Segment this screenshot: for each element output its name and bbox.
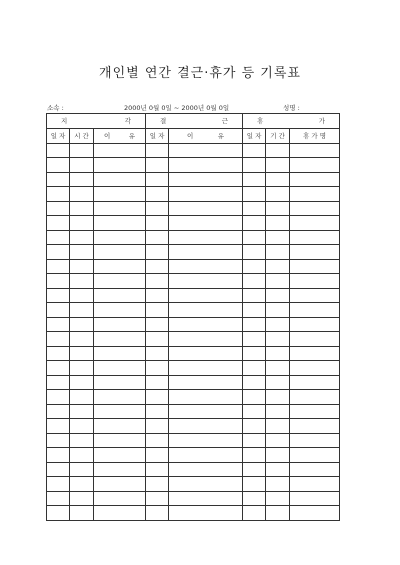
table-cell[interactable] — [146, 419, 169, 434]
tardy-reason-header — [94, 129, 146, 144]
table-cell[interactable] — [70, 404, 94, 419]
table-cell[interactable] — [266, 187, 290, 202]
table-cell[interactable] — [169, 230, 243, 245]
table-cell[interactable] — [266, 259, 290, 274]
table-cell[interactable] — [243, 317, 266, 332]
table-cell[interactable] — [243, 390, 266, 405]
tardy-header-char-2: 각 — [124, 116, 132, 125]
table-cell[interactable] — [290, 216, 340, 231]
table-cell[interactable] — [266, 230, 290, 245]
table-cell[interactable] — [290, 404, 340, 419]
table-cell[interactable] — [70, 506, 94, 521]
table-cell[interactable] — [47, 332, 70, 347]
tardy-header-char-1: 지 — [61, 116, 68, 125]
table-row — [47, 259, 340, 274]
table-cell[interactable] — [47, 433, 70, 448]
table-cell[interactable] — [70, 259, 94, 274]
table-cell[interactable] — [70, 216, 94, 231]
table-cell[interactable] — [94, 346, 146, 361]
table-cell[interactable] — [94, 448, 146, 463]
table-cell[interactable] — [243, 201, 266, 216]
leave-header-char-1: 휴 — [257, 116, 264, 125]
table-cell[interactable] — [290, 317, 340, 332]
table-cell[interactable] — [169, 201, 243, 216]
table-cell[interactable] — [290, 259, 340, 274]
leave-date-header: 일 자 — [243, 129, 266, 144]
table-cell[interactable] — [94, 390, 146, 405]
table-cell[interactable] — [243, 259, 266, 274]
table-cell[interactable] — [290, 491, 340, 506]
table-cell[interactable] — [169, 390, 243, 405]
table-cell[interactable] — [146, 230, 169, 245]
table-cell[interactable] — [47, 143, 70, 158]
table-cell[interactable] — [266, 216, 290, 231]
table-cell[interactable] — [290, 506, 340, 521]
table-cell[interactable] — [243, 245, 266, 260]
absence-header-char-1: 결 — [160, 116, 167, 125]
absence-reason-char-2: 유 — [217, 131, 225, 140]
table-cell[interactable] — [266, 462, 290, 477]
table-cell[interactable] — [70, 419, 94, 434]
absence-header-char-2: 근 — [221, 116, 229, 125]
table-cell[interactable] — [94, 158, 146, 173]
table-cell[interactable] — [290, 477, 340, 492]
table-cell[interactable] — [243, 375, 266, 390]
table-cell[interactable] — [94, 201, 146, 216]
table-cell[interactable] — [243, 230, 266, 245]
tardy-reason-char-1: 이 — [104, 131, 111, 140]
table-row — [47, 332, 340, 347]
table-cell[interactable] — [266, 448, 290, 463]
table-cell[interactable] — [169, 448, 243, 463]
table-cell[interactable] — [243, 216, 266, 231]
table-cell[interactable] — [146, 332, 169, 347]
table-cell[interactable] — [169, 332, 243, 347]
table-cell[interactable] — [169, 288, 243, 303]
table-cell[interactable] — [70, 172, 94, 187]
table-cell[interactable] — [47, 346, 70, 361]
table-cell[interactable] — [94, 419, 146, 434]
table-cell[interactable] — [243, 288, 266, 303]
table-row — [47, 274, 340, 289]
table-cell[interactable] — [243, 361, 266, 376]
table-cell[interactable] — [266, 390, 290, 405]
table-cell[interactable] — [169, 477, 243, 492]
table-cell[interactable] — [94, 462, 146, 477]
table-cell[interactable] — [243, 419, 266, 434]
table-cell[interactable] — [266, 288, 290, 303]
table-cell[interactable] — [266, 332, 290, 347]
table-cell[interactable] — [146, 506, 169, 521]
table-row — [47, 303, 340, 318]
table-cell[interactable] — [169, 274, 243, 289]
table-cell[interactable] — [266, 491, 290, 506]
table-cell[interactable] — [243, 448, 266, 463]
table-cell[interactable] — [146, 303, 169, 318]
table-row — [47, 361, 340, 376]
table-cell[interactable] — [47, 390, 70, 405]
table-cell[interactable] — [243, 143, 266, 158]
table-cell[interactable] — [70, 245, 94, 260]
table-cell[interactable] — [94, 361, 146, 376]
table-row — [47, 158, 340, 173]
table-cell[interactable] — [290, 332, 340, 347]
table-cell[interactable] — [146, 346, 169, 361]
table-cell[interactable] — [169, 404, 243, 419]
table-cell[interactable] — [266, 419, 290, 434]
attendance-record-table — [46, 113, 340, 521]
table-cell[interactable] — [266, 201, 290, 216]
table-cell[interactable] — [70, 303, 94, 318]
table-cell[interactable] — [146, 404, 169, 419]
table-cell[interactable] — [169, 361, 243, 376]
table-cell[interactable] — [290, 230, 340, 245]
tardy-reason-char-2: 유 — [128, 131, 136, 140]
table-cell[interactable] — [94, 404, 146, 419]
table-cell[interactable] — [47, 187, 70, 202]
table-cell[interactable] — [290, 390, 340, 405]
table-cell[interactable] — [290, 143, 340, 158]
table-cell[interactable] — [70, 187, 94, 202]
table-row — [47, 187, 340, 202]
absence-group-header — [146, 114, 243, 129]
table-row — [47, 506, 340, 521]
name-label: 성명 : — [283, 104, 300, 112]
table-cell[interactable] — [47, 259, 70, 274]
table-cell[interactable] — [47, 288, 70, 303]
table-cell[interactable] — [94, 433, 146, 448]
table-cell[interactable] — [47, 506, 70, 521]
table-row — [47, 317, 340, 332]
table-cell[interactable] — [94, 230, 146, 245]
table-cell[interactable] — [47, 477, 70, 492]
leave-header-char-2: 가 — [318, 116, 326, 125]
table-row — [47, 448, 340, 463]
table-cell[interactable] — [169, 303, 243, 318]
table-row — [47, 172, 340, 187]
table-cell[interactable] — [146, 491, 169, 506]
tardy-group-header — [47, 114, 146, 129]
table-cell[interactable] — [94, 216, 146, 231]
table-cell[interactable] — [266, 404, 290, 419]
table-cell[interactable] — [146, 245, 169, 260]
table-cell[interactable] — [243, 404, 266, 419]
table-cell[interactable] — [290, 419, 340, 434]
table-cell[interactable] — [290, 433, 340, 448]
table-cell[interactable] — [169, 172, 243, 187]
table-cell[interactable] — [146, 317, 169, 332]
table-row — [47, 477, 340, 492]
table-cell[interactable] — [243, 187, 266, 202]
table-cell[interactable] — [146, 477, 169, 492]
table-cell[interactable] — [266, 375, 290, 390]
table-cell[interactable] — [290, 375, 340, 390]
table-cell[interactable] — [70, 361, 94, 376]
table-cell[interactable] — [290, 201, 340, 216]
table-cell[interactable] — [266, 361, 290, 376]
table-cell[interactable] — [146, 375, 169, 390]
period-label: 2000년 0월 0일 ~ 2000년 0월 0일 — [124, 104, 230, 112]
table-cell[interactable] — [94, 288, 146, 303]
table-cell[interactable] — [70, 462, 94, 477]
absence-date-header: 일 자 — [146, 129, 169, 144]
table-cell[interactable] — [243, 433, 266, 448]
table-cell[interactable] — [290, 448, 340, 463]
table-cell[interactable] — [94, 274, 146, 289]
table-cell[interactable] — [290, 303, 340, 318]
table-cell[interactable] — [70, 288, 94, 303]
table-cell[interactable] — [47, 317, 70, 332]
table-cell[interactable] — [70, 317, 94, 332]
table-cell[interactable] — [146, 448, 169, 463]
table-cell[interactable] — [243, 332, 266, 347]
table-cell[interactable] — [243, 491, 266, 506]
table-row — [47, 390, 340, 405]
table-cell[interactable] — [94, 172, 146, 187]
table-cell[interactable] — [47, 491, 70, 506]
table-cell[interactable] — [47, 216, 70, 231]
table-cell[interactable] — [243, 477, 266, 492]
table-cell[interactable] — [169, 433, 243, 448]
table-cell[interactable] — [94, 491, 146, 506]
table-cell[interactable] — [47, 245, 70, 260]
table-cell[interactable] — [290, 346, 340, 361]
table-cell[interactable] — [94, 259, 146, 274]
table-cell[interactable] — [70, 230, 94, 245]
table-cell[interactable] — [94, 477, 146, 492]
table-row — [47, 216, 340, 231]
table-cell[interactable] — [146, 361, 169, 376]
table-cell[interactable] — [94, 506, 146, 521]
table-cell[interactable] — [290, 158, 340, 173]
table-row — [47, 346, 340, 361]
table-cell[interactable] — [266, 433, 290, 448]
table-row — [47, 143, 340, 158]
table-row — [47, 375, 340, 390]
table-cell[interactable] — [47, 274, 70, 289]
table-cell[interactable] — [266, 477, 290, 492]
table-cell[interactable] — [146, 187, 169, 202]
table-cell[interactable] — [70, 433, 94, 448]
table-cell[interactable] — [266, 317, 290, 332]
table-cell[interactable] — [290, 462, 340, 477]
table-cell[interactable] — [146, 274, 169, 289]
table-cell[interactable] — [169, 245, 243, 260]
table-cell[interactable] — [47, 303, 70, 318]
table-cell[interactable] — [169, 346, 243, 361]
table-row — [47, 462, 340, 477]
table-cell[interactable] — [70, 346, 94, 361]
table-cell[interactable] — [290, 187, 340, 202]
tardy-date-header: 일 자 — [47, 129, 70, 144]
table-cell[interactable] — [94, 375, 146, 390]
table-cell[interactable] — [47, 230, 70, 245]
table-cell[interactable] — [243, 506, 266, 521]
table-row — [47, 419, 340, 434]
leave-period-header: 기 간 — [266, 129, 290, 144]
table-cell[interactable] — [169, 419, 243, 434]
table-cell[interactable] — [70, 477, 94, 492]
absence-reason-header — [169, 129, 243, 144]
table-row — [47, 288, 340, 303]
table-row — [47, 404, 340, 419]
table-cell[interactable] — [266, 274, 290, 289]
table-cell[interactable] — [243, 462, 266, 477]
table-cell[interactable] — [146, 143, 169, 158]
leave-name-header: 휴 가 명 — [290, 129, 340, 144]
table-row — [47, 230, 340, 245]
department-label: 소속 : — [47, 104, 64, 112]
table-cell[interactable] — [266, 158, 290, 173]
table-cell[interactable] — [266, 303, 290, 318]
table-cell[interactable] — [94, 317, 146, 332]
table-cell[interactable] — [169, 158, 243, 173]
table-cell[interactable] — [266, 346, 290, 361]
table-cell[interactable] — [47, 361, 70, 376]
table-cell[interactable] — [266, 143, 290, 158]
table-cell[interactable] — [243, 303, 266, 318]
table-cell[interactable] — [146, 201, 169, 216]
table-cell[interactable] — [290, 288, 340, 303]
table-cell[interactable] — [146, 433, 169, 448]
table-cell[interactable] — [70, 375, 94, 390]
table-cell[interactable] — [70, 332, 94, 347]
table-cell[interactable] — [47, 158, 70, 173]
table-cell[interactable] — [243, 172, 266, 187]
table-cell[interactable] — [169, 143, 243, 158]
table-row — [47, 491, 340, 506]
table-cell[interactable] — [47, 404, 70, 419]
table-cell[interactable] — [146, 158, 169, 173]
table-body — [47, 143, 340, 520]
table-cell[interactable] — [47, 375, 70, 390]
table-cell[interactable] — [169, 375, 243, 390]
table-cell[interactable] — [169, 491, 243, 506]
table-cell[interactable] — [169, 317, 243, 332]
tardy-time-header: 시 간 — [70, 129, 94, 144]
table-cell[interactable] — [146, 259, 169, 274]
table-cell[interactable] — [47, 172, 70, 187]
table-cell[interactable] — [70, 491, 94, 506]
table-cell[interactable] — [290, 274, 340, 289]
table-cell[interactable] — [70, 390, 94, 405]
table-cell[interactable] — [169, 216, 243, 231]
table-cell[interactable] — [243, 274, 266, 289]
leave-group-header — [243, 114, 340, 129]
table-cell[interactable] — [70, 158, 94, 173]
table-cell[interactable] — [146, 462, 169, 477]
table-cell[interactable] — [146, 172, 169, 187]
table-cell[interactable] — [146, 390, 169, 405]
table-cell[interactable] — [47, 462, 70, 477]
table-cell[interactable] — [146, 288, 169, 303]
table-cell[interactable] — [94, 187, 146, 202]
table-cell[interactable] — [243, 158, 266, 173]
table-cell[interactable] — [290, 245, 340, 260]
page-title: 개인별 연간 결근·휴가 등 기록표 — [99, 66, 301, 81]
table-cell[interactable] — [169, 462, 243, 477]
table-cell[interactable] — [266, 172, 290, 187]
table-cell[interactable] — [169, 187, 243, 202]
table-cell[interactable] — [94, 332, 146, 347]
table-cell[interactable] — [290, 172, 340, 187]
table-row — [47, 245, 340, 260]
table-cell[interactable] — [169, 506, 243, 521]
table-cell[interactable] — [70, 201, 94, 216]
table-cell[interactable] — [243, 346, 266, 361]
table-cell[interactable] — [94, 143, 146, 158]
table-cell[interactable] — [266, 506, 290, 521]
table-cell[interactable] — [47, 419, 70, 434]
table-row — [47, 433, 340, 448]
table-cell[interactable] — [290, 361, 340, 376]
table-cell[interactable] — [70, 143, 94, 158]
absence-reason-char-1: 이 — [187, 131, 194, 140]
table-cell[interactable] — [70, 274, 94, 289]
table-cell[interactable] — [94, 303, 146, 318]
table-cell[interactable] — [169, 259, 243, 274]
table-cell[interactable] — [47, 201, 70, 216]
table-cell[interactable] — [146, 216, 169, 231]
table-cell[interactable] — [266, 245, 290, 260]
table-row — [47, 201, 340, 216]
table-cell[interactable] — [47, 448, 70, 463]
table-cell[interactable] — [70, 448, 94, 463]
table-cell[interactable] — [94, 245, 146, 260]
